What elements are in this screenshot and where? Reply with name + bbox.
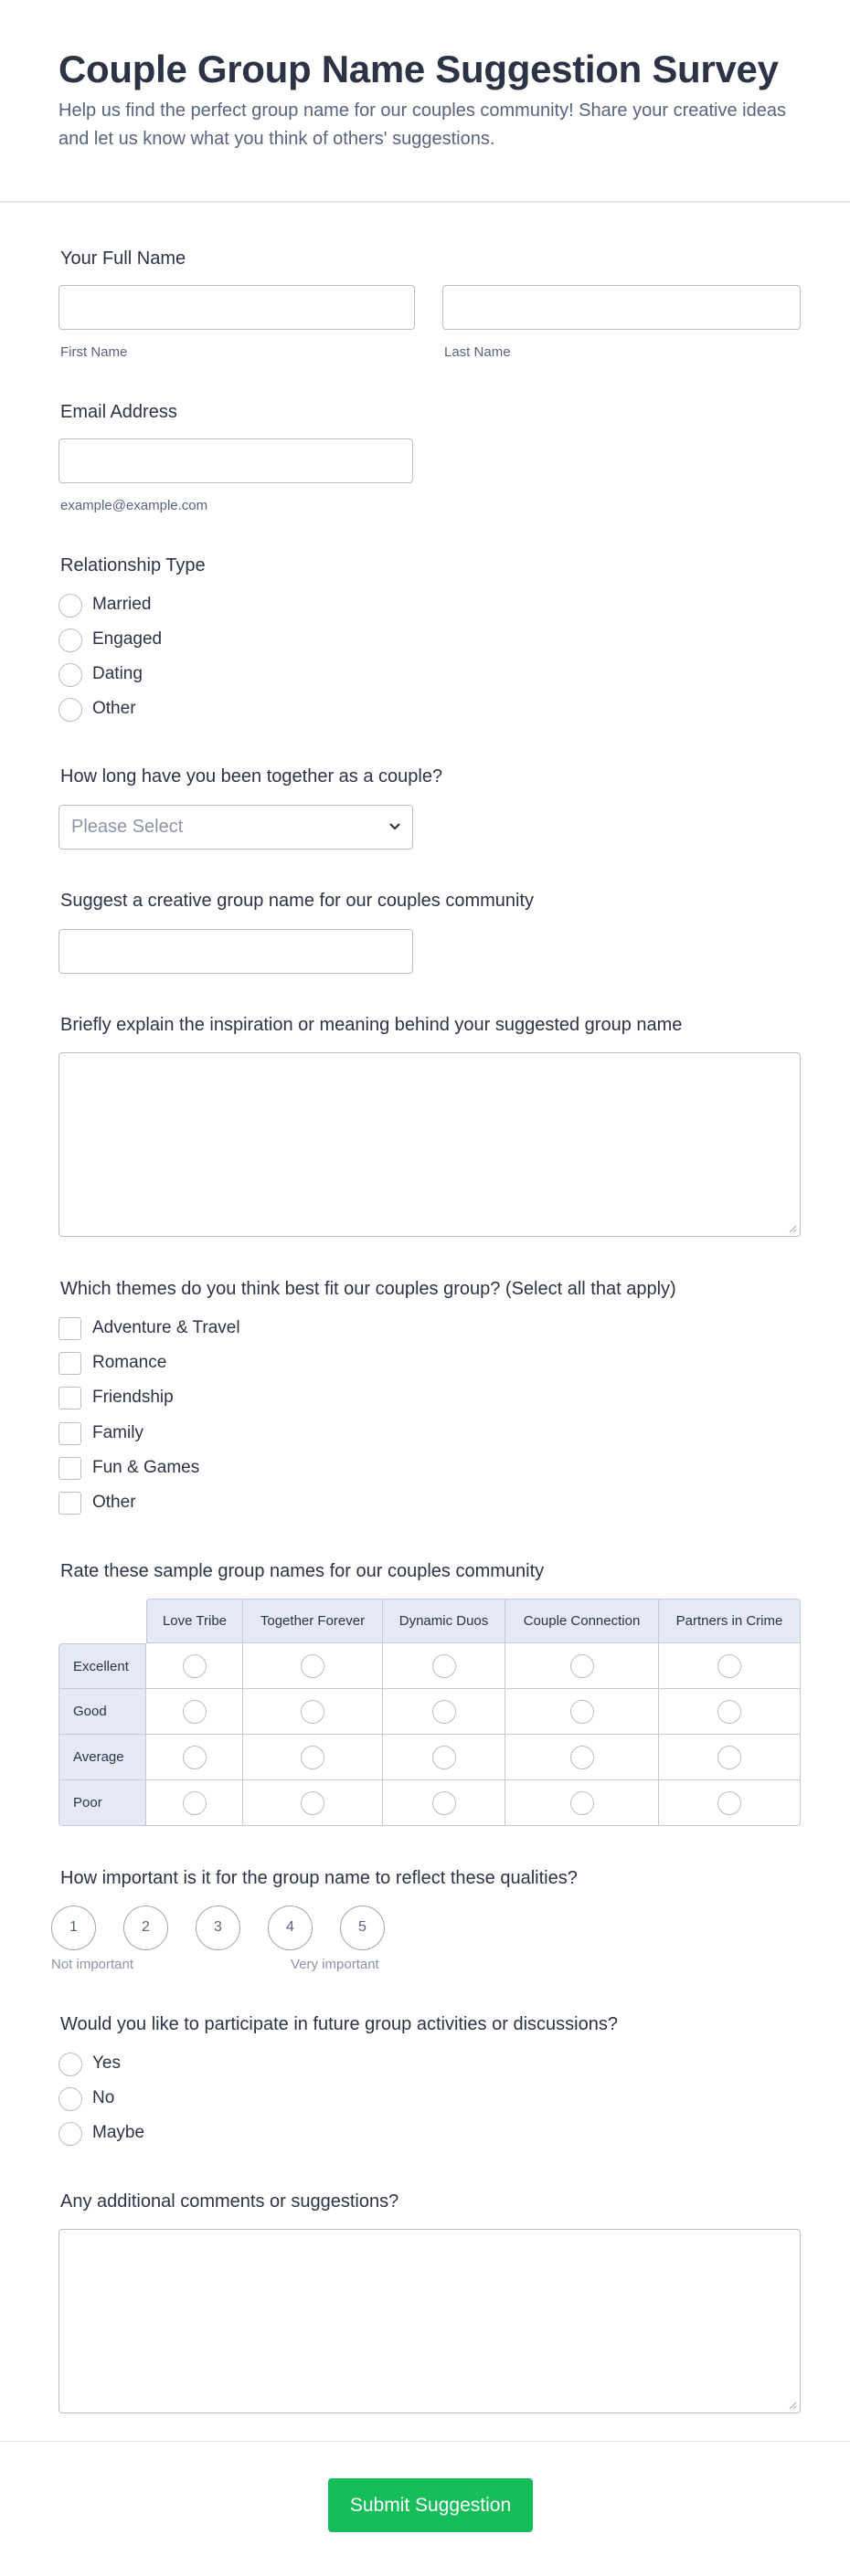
matrix-row-excellent (58, 1643, 801, 1689)
matrix-column-header: Love Tribe (146, 1599, 243, 1643)
matrix-row-header: Poor (58, 1780, 146, 1826)
matrix-radio[interactable] (432, 1654, 456, 1678)
radio-button[interactable] (58, 594, 82, 618)
matrix-cell (383, 1689, 505, 1735)
full-name-label: Your Full Name (60, 248, 186, 269)
matrix-cell (659, 1643, 801, 1689)
matrix-column-header: Dynamic Duos (383, 1599, 505, 1643)
matrix-radio[interactable] (183, 1791, 207, 1815)
matrix-radio[interactable] (717, 1746, 741, 1769)
radio-button[interactable] (58, 2087, 82, 2111)
matrix-cell (146, 1643, 243, 1689)
scale-min-label: Not important (51, 1957, 134, 1972)
checkbox[interactable] (58, 1352, 81, 1375)
checkbox[interactable] (58, 1422, 81, 1445)
matrix-radio[interactable] (301, 1791, 324, 1815)
matrix-row-header: Excellent (58, 1643, 146, 1689)
form-footer (0, 2441, 850, 2576)
chevron-down-icon (388, 822, 401, 831)
last-name-input[interactable] (442, 285, 801, 330)
option-label: Family (92, 1423, 143, 1442)
scale-option-4[interactable] (268, 1906, 313, 1950)
matrix-cell (659, 1689, 801, 1735)
matrix-cell (146, 1735, 243, 1780)
inspiration-label: Briefly explain the inspiration or meaning behind your suggested group name (60, 1015, 683, 1035)
radio-button[interactable] (58, 698, 82, 722)
matrix-corner (58, 1599, 146, 1643)
group-name-input[interactable] (58, 929, 413, 974)
matrix-cell (243, 1643, 383, 1689)
radio-button[interactable] (58, 2053, 82, 2076)
matrix-radio[interactable] (301, 1654, 324, 1678)
scale-number: 2 (142, 1919, 150, 1935)
matrix-header-row (58, 1599, 801, 1643)
matrix-cell (659, 1735, 801, 1780)
matrix-cell (505, 1735, 659, 1780)
matrix-cell (505, 1780, 659, 1826)
matrix-radio[interactable] (570, 1700, 594, 1724)
radio-button[interactable] (58, 628, 82, 652)
email-sublabel: example@example.com (60, 498, 208, 513)
suggestion-label: Suggest a creative group name for our couples community (60, 891, 535, 911)
importance-label: How important is it for the group name to reflect these qualities? (60, 1868, 578, 1888)
matrix-cell (243, 1780, 383, 1826)
checkbox[interactable] (58, 1457, 81, 1480)
matrix-cell (383, 1643, 505, 1689)
matrix-column-header: Couple Connection (505, 1599, 659, 1643)
matrix-cell (505, 1643, 659, 1689)
matrix-radio[interactable] (570, 1746, 594, 1769)
resize-grip-icon[interactable] (789, 2402, 797, 2410)
last-name-sublabel: Last Name (444, 344, 511, 360)
first-name-input[interactable] (58, 285, 415, 330)
scale-option-3[interactable] (196, 1906, 240, 1950)
first-name-sublabel: First Name (60, 344, 128, 360)
option-label: Romance (92, 1353, 167, 1372)
duration-label: How long have you been together as a couple? (60, 766, 443, 787)
scale-option-1[interactable] (51, 1906, 96, 1950)
matrix-row-good (58, 1689, 801, 1735)
option-label: Friendship (92, 1388, 174, 1407)
matrix-radio[interactable] (432, 1746, 456, 1769)
duration-select[interactable] (58, 805, 413, 850)
option-label: Adventure & Travel (92, 1318, 240, 1337)
scale-number: 1 (69, 1919, 78, 1935)
option-label: Engaged (92, 629, 163, 649)
checkbox[interactable] (58, 1317, 81, 1340)
radio-button[interactable] (58, 663, 82, 687)
scale-option-5[interactable] (340, 1906, 385, 1950)
scale-max-label: Very important (291, 1957, 379, 1972)
matrix-radio[interactable] (717, 1791, 741, 1815)
radio-button[interactable] (58, 2122, 82, 2146)
matrix-radio[interactable] (183, 1700, 207, 1724)
matrix-radio[interactable] (717, 1700, 741, 1724)
comments-label: Any additional comments or suggestions? (60, 2191, 399, 2212)
option-label: No (92, 2088, 115, 2107)
matrix-radio[interactable] (183, 1746, 207, 1769)
matrix-cell (505, 1689, 659, 1735)
form-header (0, 0, 850, 203)
option-label: Other (92, 699, 136, 718)
checkbox[interactable] (58, 1492, 81, 1515)
matrix-column-header: Together Forever (243, 1599, 383, 1643)
matrix-cell (146, 1689, 243, 1735)
resize-grip-icon[interactable] (789, 1225, 797, 1233)
matrix-radio[interactable] (717, 1654, 741, 1678)
matrix-row-header: Good (58, 1689, 146, 1735)
email-label: Email Address (60, 402, 177, 422)
matrix-cell (243, 1689, 383, 1735)
matrix-radio[interactable] (301, 1746, 324, 1769)
option-label: Married (92, 595, 152, 614)
matrix-cell (383, 1780, 505, 1826)
themes-label: Which themes do you think best fit our couples group? (Select all that apply) (60, 1279, 676, 1299)
rating-matrix (58, 1599, 801, 1826)
email-input[interactable] (58, 438, 413, 483)
matrix-row-header: Average (58, 1735, 146, 1780)
page-title: Couple Group Name Suggestion Survey (58, 48, 779, 90)
option-label: Dating (92, 664, 143, 683)
rating-label: Rate these sample group names for our couples community (60, 1561, 545, 1581)
scale-number: 5 (358, 1919, 367, 1935)
matrix-radio[interactable] (301, 1700, 324, 1724)
matrix-radio[interactable] (570, 1791, 594, 1815)
scale-option-2[interactable] (123, 1906, 168, 1950)
scale-number: 4 (286, 1919, 294, 1935)
matrix-radio[interactable] (432, 1791, 456, 1815)
matrix-cell (383, 1735, 505, 1780)
scale-number: 3 (214, 1919, 222, 1935)
matrix-cell (243, 1735, 383, 1780)
matrix-cell (659, 1780, 801, 1826)
option-label: Yes (92, 2053, 121, 2073)
matrix-cell (146, 1780, 243, 1826)
matrix-radio[interactable] (183, 1654, 207, 1678)
option-label: Other (92, 1493, 136, 1512)
matrix-row-poor (58, 1780, 801, 1826)
inspiration-textarea[interactable] (58, 1052, 801, 1237)
matrix-radio[interactable] (432, 1700, 456, 1724)
checkbox[interactable] (58, 1387, 81, 1409)
submit-button[interactable]: Submit Suggestion (328, 2478, 533, 2532)
matrix-radio[interactable] (570, 1654, 594, 1678)
duration-placeholder: Please Select (71, 817, 184, 837)
comments-textarea[interactable] (58, 2229, 801, 2413)
matrix-row-average (58, 1735, 801, 1780)
relationship-label: Relationship Type (60, 555, 206, 575)
participate-label: Would you like to participate in future group activities or discussions? (60, 2014, 618, 2034)
option-label: Fun & Games (92, 1458, 200, 1477)
option-label: Maybe (92, 2123, 145, 2142)
page-subtitle: Help us find the perfect group name for our couples community! Share your creative ideas and let us know what you think of others' suggestions. (58, 100, 786, 149)
matrix-column-header: Partners in Crime (659, 1599, 801, 1643)
